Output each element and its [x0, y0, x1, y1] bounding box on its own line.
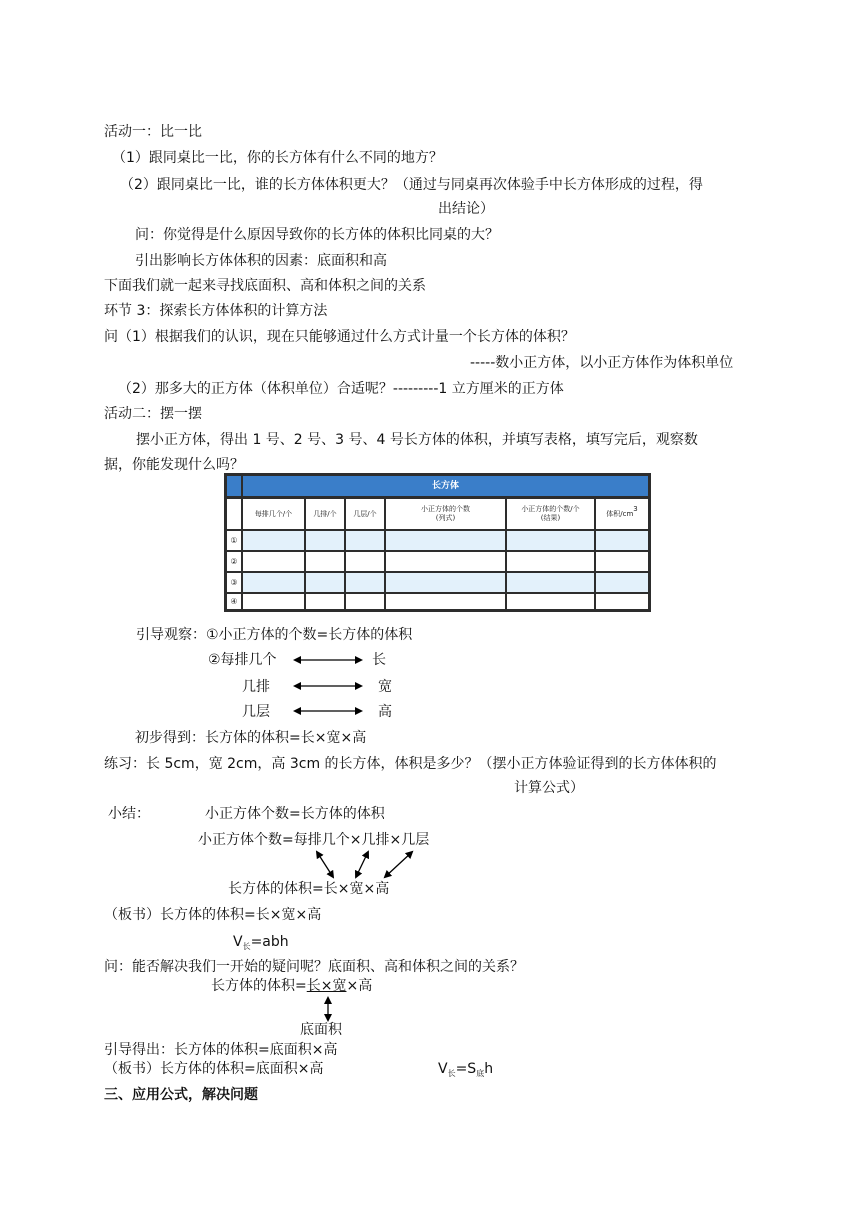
summary-line-1: 小正方体个数=长方体的体积 — [205, 806, 385, 822]
double-arrow-icon — [385, 852, 412, 877]
step3-title: 环节 3：探索长方体体积的计算方法 — [104, 303, 328, 319]
vol-underlined: 长×宽 — [306, 978, 347, 994]
double-arrow-icon — [317, 852, 333, 877]
activity2-title: 活动二：摆一摆 — [104, 406, 202, 422]
board-formula-1: （板书）长方体的体积=长×宽×高 — [104, 907, 322, 923]
header-volume-label: 体积/cm — [606, 509, 634, 518]
header-rows: 几排/个 — [306, 499, 344, 529]
answer-measure: -----数小正方体，以小正方体作为体积单位 — [470, 355, 734, 371]
pair-width: 宽 — [378, 679, 392, 695]
summary-label: 小结： — [108, 806, 150, 822]
row-number-3: ③ — [227, 573, 241, 592]
pair-rows: 几排 — [242, 679, 270, 695]
double-arrow-icon — [356, 852, 368, 877]
ask-reason: 问：你觉得是什么原因导致你的长方体的体积比同桌的大？ — [135, 227, 499, 243]
row-number-1: ① — [227, 531, 241, 550]
preliminary-result: 初步得到：长方体的体积=长×宽×高 — [135, 730, 367, 746]
formula2-h: h — [484, 1061, 494, 1077]
activity2-paragraph-2: 据，你能发现什么吗？ — [104, 457, 244, 473]
factors-line: 引出影响长方体体积的因素：底面积和高 — [135, 253, 387, 269]
formula2-sub2: 底 — [476, 1069, 485, 1078]
table-title: 长方体 — [243, 476, 648, 496]
row-number-4: ④ — [227, 594, 241, 609]
formula2-v: V — [438, 1061, 448, 1077]
next-line: 下面我们就一起来寻找底面积、高和体积之间的关系 — [104, 278, 426, 294]
board-formula-2: （板书）长方体的体积=底面积×高 — [104, 1061, 324, 1077]
formula-v: V — [233, 934, 243, 950]
vol-prefix: 长方体的体积= — [211, 978, 307, 994]
vol-suffix: ×高 — [346, 978, 373, 994]
formula2-mid: =S — [455, 1061, 477, 1077]
pair-length: 长 — [372, 652, 386, 668]
base-area-label: 底面积 — [300, 1022, 342, 1038]
header-per-row: 每排几个/个 — [243, 499, 304, 529]
activity1-title: 活动一：比一比 — [104, 124, 202, 140]
formula-sub: 长 — [242, 942, 251, 951]
ask-measure: 问（1）根据我们的认识，现在只能够通过什么方式计量一个长方体的体积？ — [104, 329, 575, 345]
ask-unit: （2）那多大的正方体（体积单位）合适呢？---------1 立方厘米的正方体 — [118, 381, 564, 397]
activity2-paragraph-1: 摆小正方体，得出 1 号、2 号、3 号、4 号长方体的体积，并填写表格，填写完后，观察数 — [136, 432, 698, 448]
pair-height: 高 — [378, 704, 392, 720]
question-2: （2）跟同桌比一比，谁的长方体体积更大？（通过与同桌再次体验手中长方体形成的过程，得 — [120, 177, 703, 193]
guide-observe: 引导观察：①小正方体的个数=长方体的体积 — [136, 627, 413, 643]
question-1: （1）跟同桌比一比，你的长方体有什么不同的地方？ — [112, 150, 443, 166]
exercise-continued: 计算公式） — [514, 780, 584, 796]
formula2-sub1: 长 — [447, 1069, 456, 1078]
pair-per-row: ②每排几个 — [208, 652, 277, 668]
derive-line: 引导得出：长方体的体积=底面积×高 — [104, 1042, 338, 1058]
header-count-expression: 小正方体的个数 (列式) — [386, 499, 505, 529]
summary-line-3: 长方体的体积=长×宽×高 — [228, 881, 390, 897]
question-2-continued: 出结论） — [438, 201, 494, 217]
section-3-heading: 三、应用公式，解决问题 — [104, 1087, 258, 1103]
header-layers: 几层/个 — [346, 499, 384, 529]
ask-relation: 问：能否解决我们一开始的疑问呢？底面积、高和体积之间的关系？ — [104, 959, 524, 975]
header-count-result: 小正方体的个数/个 (结果) — [507, 499, 594, 529]
summary-line-2: 小正方体个数=每排几个×几排×几层 — [198, 832, 430, 848]
pair-layers: 几层 — [242, 704, 270, 720]
exercise: 练习：长 5cm，宽 2cm，高 3cm 的长方体，体积是多少？（摆小正方体验证得到的长方体体积的 — [104, 756, 717, 772]
row-number-2: ② — [227, 552, 241, 571]
formula-rest: =abh — [250, 934, 289, 950]
header-volume-unit-sup: 3 — [633, 504, 638, 513]
